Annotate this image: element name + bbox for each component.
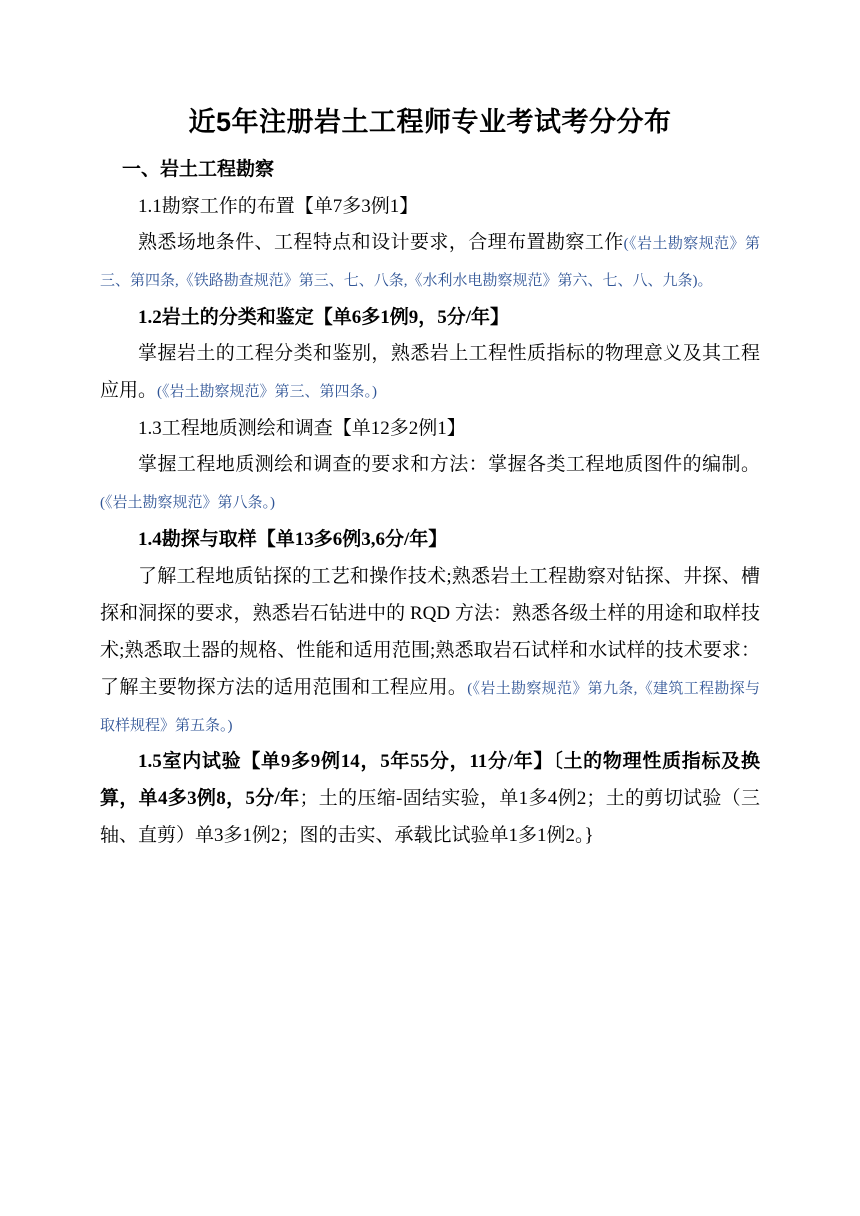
subsection-body-1-1 <box>100 224 760 298</box>
body-text-1-4: 了解工程地质钻探的工艺和操作技术;熟悉岩土工程勘察对钻探、井探、槽探和洞探的要求，熟悉岩石钻进中的 RQD 方法：熟悉各级土样的用途和取样技术;熟悉取土器的规格、性能和适用范围;熟悉取岩石试样和水试样的技术要求：了解主要物探方法的适用范围和工程应用。 <box>100 565 760 698</box>
body-bold-1-5: 土的物理性质指标及换算，单4多3例8，5分/年 <box>100 750 760 809</box>
section-heading: 一、岩土工程勘察 <box>122 159 275 181</box>
page-title: 近5年注册岩土工程师专业考试考分分布 <box>188 107 672 137</box>
subsection-body-1-4 <box>100 558 760 743</box>
body-reference-1-3: (《岩土勘察规范》第八条。) <box>100 495 275 512</box>
body-reference-1-1: (《岩土勘察规范》第三、第四条,《铁路勘查规范》第三、七、八条,《水利水电勘察规范》第六、七、八、九条)。 <box>100 235 760 289</box>
subsection-body-1-5 <box>100 743 760 854</box>
body-text-1-2: 掌握岩土的工程分类和鉴别，熟悉岩上工程性质指标的物理意义及其工程应用。 <box>100 343 760 402</box>
subsection-heading-1-4: 1.4勘探与取样【单13多6例3,6分/年】 <box>138 529 448 551</box>
body-reference-1-4: (《岩土勘察规范》第九条,《建筑工程勘探与取样规程》第五条。) <box>100 680 760 734</box>
subsection-heading-1-2: 1.2岩土的分类和鉴定【单6多1例9，5分/年】 <box>138 306 510 328</box>
subsection-heading-1-3: 1.3工程地质测绘和调查【单12多2例1】 <box>138 418 466 440</box>
subsection-heading-1-1: 1.1勘察工作的布置【单7多3例1】 <box>138 195 419 217</box>
subsection-body-1-3 <box>100 446 760 520</box>
body-reference-1-2: (《岩土勘察规范》第三、第四条。) <box>157 384 378 401</box>
body-text-1-1: 熟悉场地条件、工程特点和设计要求，合理布置勘察工作 <box>138 231 624 253</box>
body-text-1-3: 掌握工程地质测绘和调查的要求和方法：掌握各类工程地质图件的编制。 <box>138 454 760 476</box>
body-text-1-5: ；土的压缩-固结实验，单1多4例2；土的剪切试验（三轴、直剪）单3多1例2；图的击实、承载比试验单1多1例2。} <box>100 787 760 846</box>
subsection-heading-1-5: 1.5室内试验【单9多9例14，5年55分，11分/年】〔 <box>138 750 564 772</box>
subsection-body-1-2 <box>100 335 760 409</box>
